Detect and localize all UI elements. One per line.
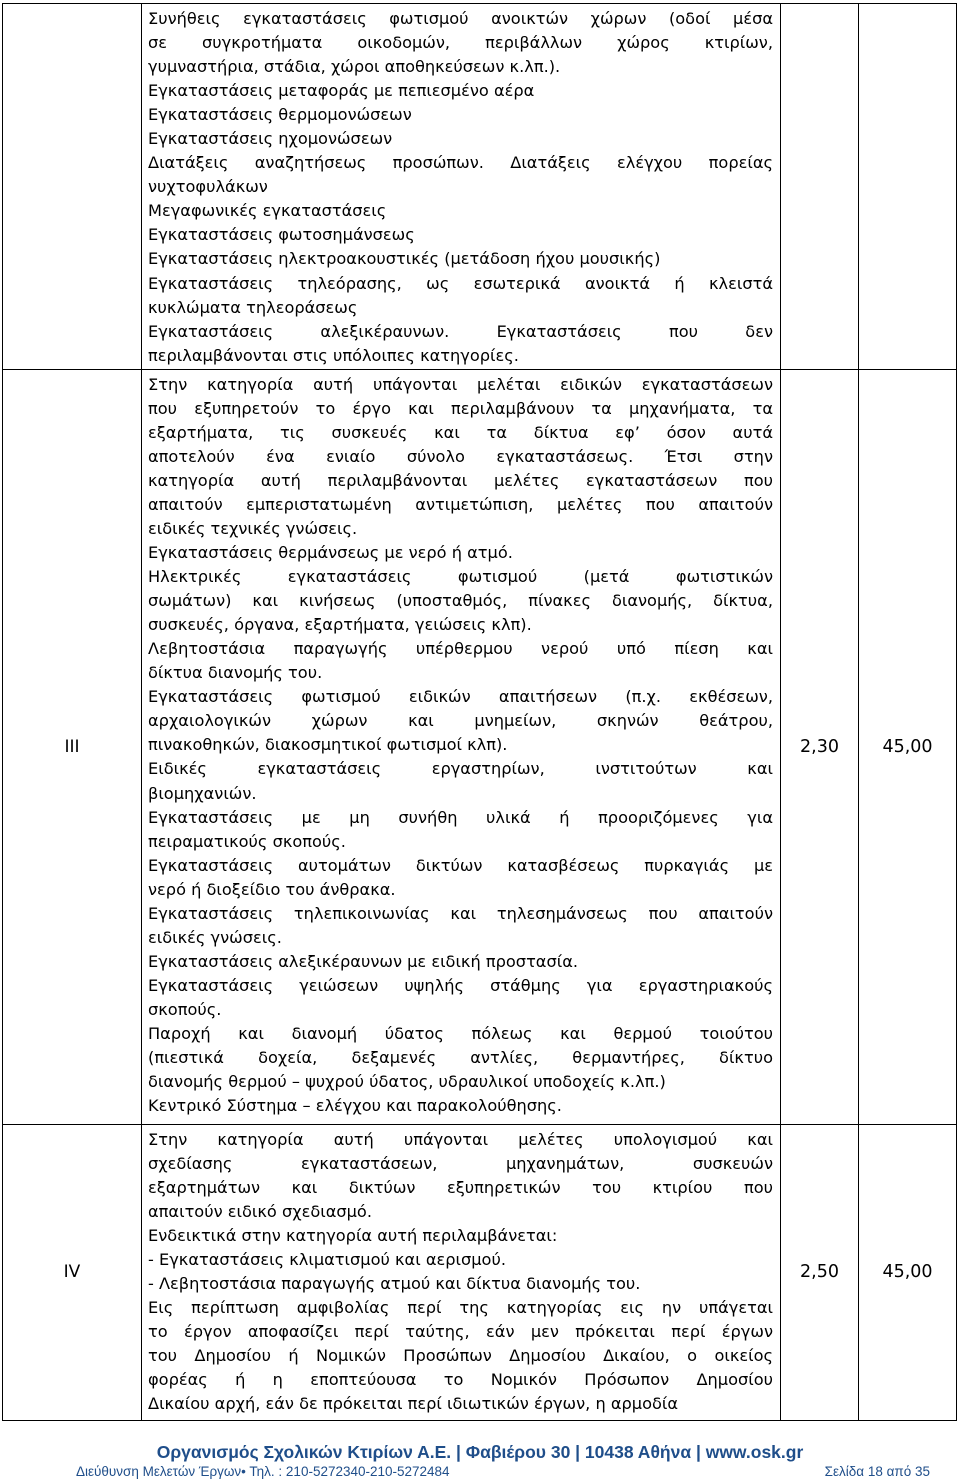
text-line: Εγκαταστάσεις ηχομονώσεων [148, 129, 393, 149]
text-line: Εγκαταστάσεις ηλεκτροακουστικές (μετάδοση ήχου μουσικής) [148, 249, 661, 269]
text-line: Στην κατηγορία αυτή υπάγονται μελέτες υπολογισμού και [148, 1129, 773, 1149]
text-line: Δικαίου αρχή, εάν δε πρόκειται περί ιδιωτικών έργων, η αρμοδία [148, 1394, 679, 1414]
text-line: συσκευές, όργανα, εξαρτήματα, γειώσεις κλπ). [148, 615, 532, 635]
text-line: Εγκαταστάσεις θερμομονώσεων [148, 105, 412, 125]
text-line: Ηλεκτρικές εγκαταστάσεις φωτισμού (μετά φωτιστικών [148, 567, 773, 587]
percentage-cell: 45,00 [859, 369, 957, 1124]
text-line: Κεντρικό Σύστημα – ελέγχου και παρακολούθησης. [148, 1096, 562, 1116]
text-line: σκοπούς. [148, 999, 222, 1019]
text-line: εξαρτημάτων και δικτύων εξυπηρετικών του κτιρίου που [148, 1177, 773, 1197]
text-line: Εγκαταστάσεις τηλεπικοινωνίας και τηλεσημάνσεως που απαιτούν [148, 903, 773, 923]
description-cell [142, 369, 781, 1124]
text-line: αρχαιολογικών χώρων και μνημείων, σκηνών θεάτρου, [148, 711, 773, 731]
text-line: Εγκαταστάσεις αλεξικέραυνων. Εγκαταστάσεις που δεν [148, 321, 773, 341]
text-line: Μεγαφωνικές εγκαταστάσεις [148, 201, 387, 221]
table-row [3, 4, 957, 370]
text-line: Παροχή και διανομή ύδατος πόλεως και θερμού τοιούτου [148, 1023, 773, 1043]
text-line: Εγκαταστάσεις θερμάνσεως με νερό ή ατμό. [148, 543, 513, 563]
text-line: σε συγκροτήματα οικοδομών, περιβάλλων χώρος κτιρίων, [148, 33, 773, 53]
text-line: δίκτυα διανομής του. [148, 663, 323, 683]
table-row [3, 369, 957, 1124]
text-line: περιλαμβάνονται στις υπόλοιπες κατηγορίες. [148, 345, 519, 365]
text-line: σωμάτων) και κινήσεως (υποσταθμός, πίνακες διανομής, δίκτυα, [148, 591, 773, 611]
text-line: Ειδικές εγκαταστάσεις εργαστηρίων, ινστιτούτων και [148, 759, 773, 779]
text-line: Εγκαταστάσεις με μη συνήθη υλικά ή προοριζόμενες για [148, 807, 773, 827]
text-line: διανομής θερμού – ψυχρού ύδατος, υδραυλικοί υποδοχείς κ.λπ.) [148, 1072, 666, 1092]
text-line: ειδικές τεχνικές γνώσεις. [148, 518, 358, 538]
category-cell: III [3, 369, 142, 1124]
table-row [3, 1124, 957, 1420]
text-line: πινακοθηκών, διακοσμητικοί φωτισμοί κλπ). [148, 735, 508, 755]
page-number: Σελίδα 18 από 35 [824, 1464, 930, 1479]
text-line: Στην κατηγορία αυτή υπάγονται μελέται ειδικών εγκαταστάσεων [148, 374, 773, 394]
description-cell [142, 4, 781, 370]
text-line: πειραματικούς σκοπούς. [148, 831, 346, 851]
footer-contact [76, 1464, 930, 1479]
text-line: Εγκαταστάσεις τηλεόρασης, ως εσωτερικά ανοικτά ή κλειστά [148, 273, 773, 293]
text-line: το έργον αποφασίζει περί ταύτης, εάν μεν πρόκειται περί έργων [148, 1322, 773, 1342]
text-line: Διατάξεις αναζητήσεως προσώπων. Διατάξεις ελέγχου πορείας [148, 153, 773, 173]
text-line: νυχτοφυλάκων [148, 177, 268, 197]
text-line: - Εγκαταστάσεις κλιματισμού και αερισμού. [148, 1249, 506, 1269]
text-line: αποτελούν ένα ενιαίο σύνολο εγκαταστάσεως. Έτσι στην [148, 446, 773, 466]
text-line: κατηγορία αυτή περιλαμβάνονται μελέτες εγκαταστάσεων που [148, 470, 773, 490]
text-line: εξαρτήματα, τις συσκευές και τα δίκτυα εφ’ όσον αυτά [148, 422, 773, 442]
text-line: Εγκαταστάσεις φωτισμού ειδικών απαιτήσεων (π.χ. εκθέσεων, [148, 687, 773, 707]
footer-department: Διεύθυνση Μελετών Έργων• Τηλ. : 210-5272340-210-5272484 [76, 1464, 450, 1479]
coefficient-cell [781, 4, 859, 370]
text-line: που εξυπηρετούν το έργο και περιλαμβάνουν τα μηχανήματα, τα [148, 398, 773, 418]
text-line: απαιτούν εμπεριστατωμένη αντιμετώπιση, μελέτες που απαιτούν [148, 494, 773, 514]
text-line: κυκλώματα τηλεοράσεως [148, 297, 358, 317]
text-line: Εγκαταστάσεις φωτοσημάνσεως [148, 225, 415, 245]
text-line: ειδικές γνώσεις. [148, 927, 282, 947]
text-line: φορέας ή η εποπτεύουσα το Νομικόν Πρόσωπον Δημοσίου [148, 1370, 773, 1390]
percentage-cell [859, 4, 957, 370]
coefficient-cell: 2,50 [781, 1124, 859, 1420]
text-line: γυμναστήρια, στάδια, χώροι αποθηκεύσεων κ.λπ.). [148, 57, 561, 77]
text-line: Εγκαταστάσεις γειώσεων υψηλής στάθμης για εργαστηριακούς [148, 975, 773, 995]
text-line: νερό ή διοξείδιο του άνθρακα. [148, 879, 396, 899]
text-line: απαιτούν ειδικό σχεδιασμό. [148, 1201, 372, 1221]
text-line: (πιεστικά δοχεία, δεξαμενές αντλίες, θερμαντήρες, δίκτυο [148, 1048, 773, 1068]
text-line: Εις περίπτωση αμφιβολίας περί της κατηγορίας εις ην υπάγεται [148, 1298, 773, 1318]
category-cell [3, 4, 142, 370]
category-cell: IV [3, 1124, 142, 1420]
text-line: Λεβητοστάσια παραγωγής υπέρθερμου νερού υπό πίεση και [148, 639, 773, 659]
text-line: του Δημοσίου ή Νομικών Προσώπων Δημοσίου Δικαίου, ο οικείος [148, 1346, 773, 1366]
fees-table [2, 3, 957, 1421]
description-cell [142, 1124, 781, 1420]
text-line: Εγκαταστάσεις μεταφοράς με πεπιεσμένο αέρα [148, 81, 535, 101]
text-line: σχεδίασης εγκαταστάσεων, μηχανημάτων, συσκευών [148, 1153, 773, 1173]
footer-organization: Οργανισμός Σχολικών Κτιρίων Α.Ε. | Φαβιέρου 30 | 10438 Αθήνα | www.osk.gr [156, 1442, 804, 1462]
text-line: Εγκαταστάσεις αλεξικέραυνων με ειδική προστασία. [148, 951, 579, 971]
text-line: βιομηχανιών. [148, 783, 257, 803]
text-line: - Λεβητοστάσια παραγωγής ατμού και δίκτυα διανομής του. [148, 1273, 641, 1293]
percentage-cell: 45,00 [859, 1124, 957, 1420]
text-line: Συνήθεις εγκαταστάσεις φωτισμού ανοικτών χώρων (οδοί μέσα [148, 9, 773, 28]
coefficient-cell: 2,30 [781, 369, 859, 1124]
text-line: Εγκαταστάσεις αυτομάτων δικτύων κατασβέσεως πυρκαγιάς με [148, 855, 773, 875]
text-line: Ενδεικτικά στην κατηγορία αυτή περιλαμβάνεται: [148, 1225, 558, 1245]
